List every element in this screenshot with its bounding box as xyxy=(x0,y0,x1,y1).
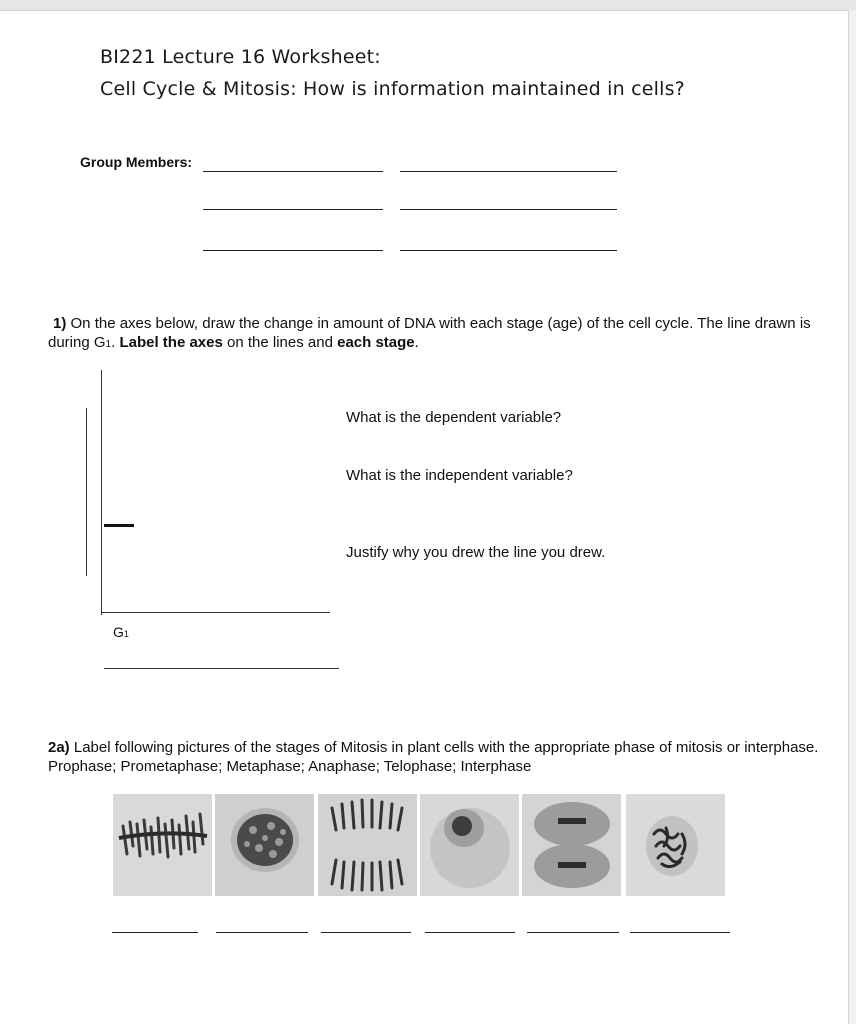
justify-question: Justify why you drew the line you drew. xyxy=(346,544,606,561)
answer-line-3[interactable] xyxy=(321,932,411,933)
group-member-line-2[interactable] xyxy=(400,171,617,172)
x-axis-label-line[interactable] xyxy=(104,668,339,669)
metaphase-cell-photo xyxy=(113,794,212,896)
answer-line-2[interactable] xyxy=(216,932,308,933)
answer-line-1[interactable] xyxy=(112,932,198,933)
telophase-cell-photo xyxy=(522,794,621,896)
worksheet-subtitle: Cell Cycle & Mitosis: How is information maintained in cells? xyxy=(100,78,685,100)
prophase-cell-photo xyxy=(215,794,314,896)
group-member-line-5[interactable] xyxy=(203,250,383,251)
g1-stage-label: G1 xyxy=(113,624,129,640)
dependent-variable-question: What is the dependent variable? xyxy=(346,409,562,426)
worksheet-title: BI221 Lecture 16 Worksheet: xyxy=(100,46,381,68)
anaphase-cell-photo xyxy=(318,794,417,896)
group-member-line-6[interactable] xyxy=(400,250,617,251)
group-member-line-4[interactable] xyxy=(400,209,617,210)
graph-x-axis xyxy=(101,612,330,613)
y-axis-label-line[interactable] xyxy=(86,408,87,576)
g1-dna-line xyxy=(104,524,134,527)
group-members-label: Group Members: xyxy=(80,154,193,170)
graph-y-axis xyxy=(101,370,102,615)
answer-line-5[interactable] xyxy=(527,932,619,933)
prometaphase-cell-photo xyxy=(626,794,725,896)
window-top-bar xyxy=(0,0,856,11)
page-right-edge xyxy=(848,10,856,1024)
question-1-text: 1) On the axes below, draw the change in amount of DNA with each stage (age) of the cell cycle. The line drawn is during G1. Label the axes on the lines and each stage. xyxy=(48,315,811,351)
interphase-cell-photo xyxy=(420,794,519,896)
answer-line-4[interactable] xyxy=(425,932,515,933)
group-member-line-3[interactable] xyxy=(203,209,383,210)
group-member-line-1[interactable] xyxy=(203,171,383,172)
independent-variable-question: What is the independent variable? xyxy=(346,467,573,484)
answer-line-6[interactable] xyxy=(630,932,730,933)
question-2a-text: 2a) Label following pictures of the stages of Mitosis in plant cells with the appropriate phase of mitosis or interphase. Prophase; Prometaphase; Metaphase; Anaphase; Telophase; Interphase xyxy=(48,739,819,775)
